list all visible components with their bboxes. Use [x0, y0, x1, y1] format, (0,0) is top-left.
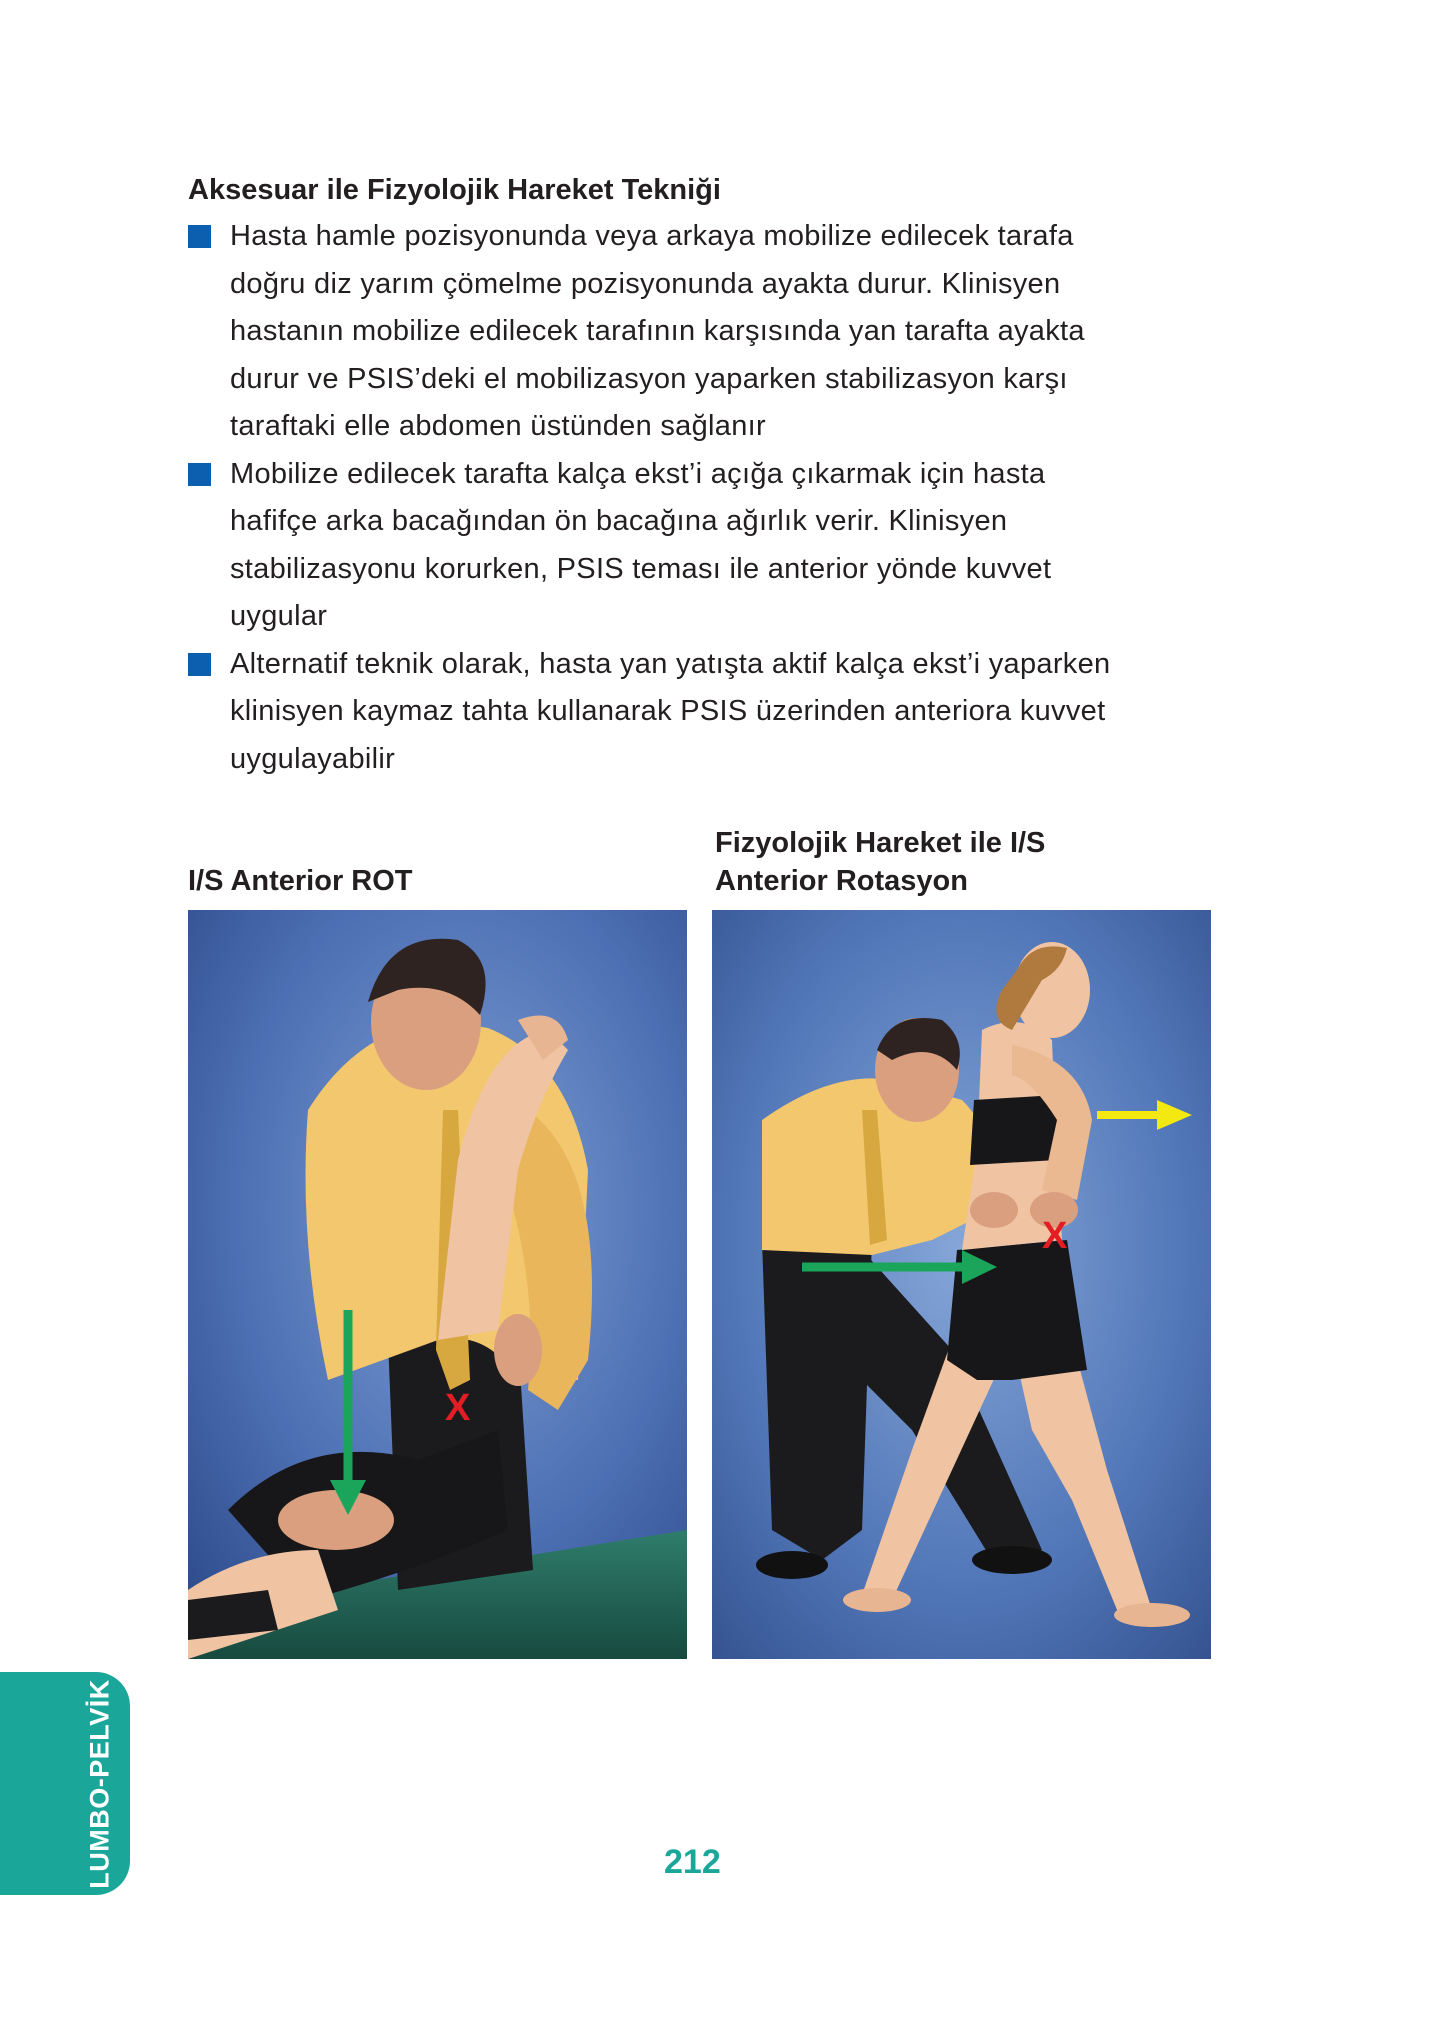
bullet-square-icon [188, 225, 211, 248]
photo-physiologic-movement [712, 910, 1211, 1659]
bullet-square-icon [188, 463, 211, 486]
caption-line: Fizyolojik Hareket ile I/S [715, 827, 1046, 859]
bullet-line: taraftaki elle abdomen üstünden sağlanır [230, 410, 766, 442]
photo-right-illustration [712, 910, 1211, 1659]
bullet-line: uygular [230, 600, 328, 632]
bullet-line: Hasta hamle pozisyonunda veya arkaya mobilize edilecek tarafa [230, 220, 1074, 252]
clinician-shoe [972, 1546, 1052, 1574]
psis-marker: X [1042, 1215, 1068, 1257]
bullet-item-3 [188, 641, 1238, 784]
bullet-line: hafifçe arka bacağından ön bacağına ağırlık verir. Klinisyen [230, 505, 1008, 537]
bullet-line: Mobilize edilecek tarafta kalça ekst’i açığa çıkarmak için hasta [230, 457, 1046, 490]
figure-right-caption [715, 824, 1115, 900]
bullet-line: stabilizasyonu korurken, PSIS teması ile anterior yönde kuvvet [230, 552, 1052, 585]
technique-bullet-list [188, 213, 1238, 783]
bullet-line: klinisyen kaymaz tahta kullanarak PSIS üzerinden anteriora kuvvet [230, 695, 1106, 727]
section-heading: Aksesuar ile Fizyolojik Hareket Tekniği [188, 174, 721, 206]
bullet-line: uygulayabilir [230, 742, 396, 775]
patient-foot [843, 1588, 911, 1612]
bullet-square-icon [188, 653, 211, 676]
clinician-hand [278, 1490, 394, 1550]
section-side-label: LUMBO-PELVİK [84, 1679, 115, 1889]
bullet-item-1 [188, 213, 1238, 451]
patient-top [970, 1095, 1057, 1165]
clinician-shoe [756, 1551, 828, 1579]
bullet-line: doğru diz yarım çömelme pozisyonunda ayakta durur. Klinisyen [230, 267, 1061, 300]
clinician-trousers [762, 1240, 872, 1560]
clinician-hand [970, 1192, 1018, 1228]
patient-foot [1114, 1603, 1190, 1627]
caption-line: Anterior Rotasyon [715, 865, 968, 897]
caption-line: I/S Anterior ROT [188, 865, 413, 897]
figure-left-caption [188, 862, 413, 900]
psis-marker: X [445, 1387, 471, 1429]
photo-is-anterior-rot [188, 910, 687, 1659]
bullet-item-2 [188, 451, 1238, 641]
page-number: 212 [664, 1843, 721, 1881]
photo-left-illustration [188, 910, 687, 1659]
clinician-hand [494, 1314, 542, 1386]
bullet-line: hastanın mobilize edilecek tarafının karşısında yan tarafta ayakta [230, 315, 1085, 347]
bullet-line: durur ve PSIS’deki el mobilizasyon yaparken stabilizasyon karşı [230, 362, 1068, 395]
bullet-line: Alternatif teknik olarak, hasta yan yatışta aktif kalça ekst’i yaparken [230, 647, 1111, 680]
